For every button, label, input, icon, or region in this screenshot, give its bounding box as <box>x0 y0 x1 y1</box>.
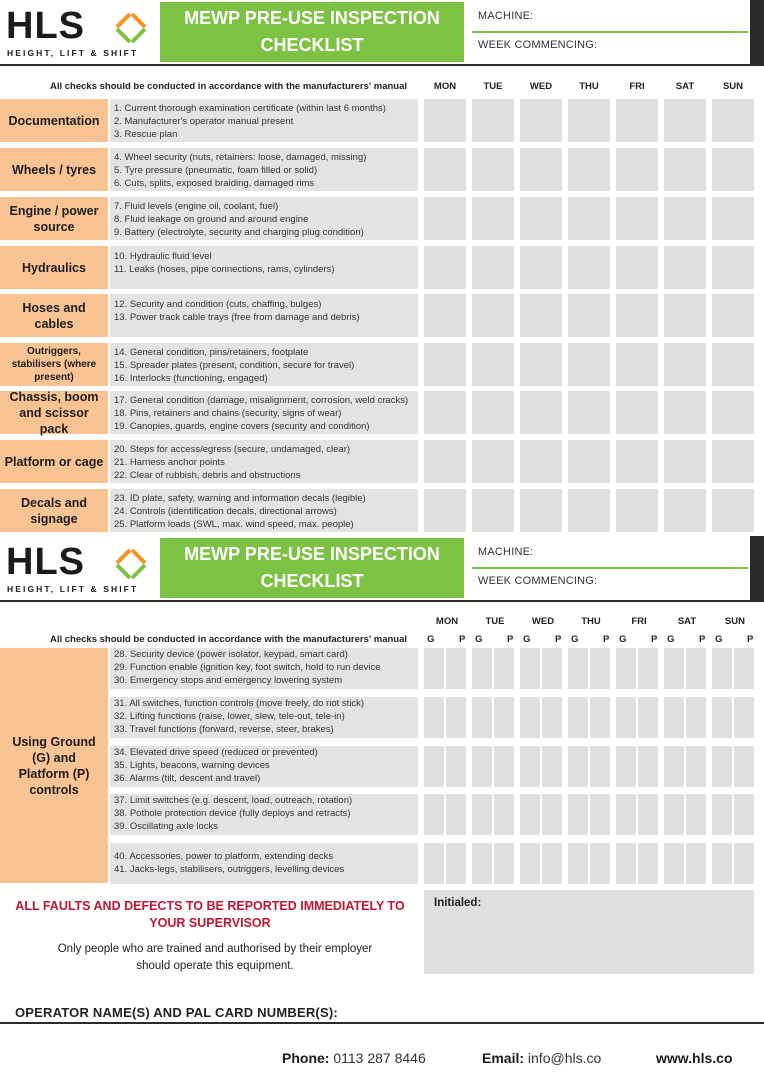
title-line-1: MEWP PRE-USE INSPECTION <box>184 8 440 28</box>
header-rule <box>0 600 764 602</box>
email-label: Email: <box>482 1050 525 1066</box>
check-box-wed-ground[interactable] <box>520 648 540 689</box>
check-items <box>110 843 418 884</box>
header-second <box>0 536 764 600</box>
check-box-sat-platform[interactable] <box>686 794 706 835</box>
warning-line-2: YOUR SUPERVISOR <box>149 916 271 930</box>
check-box-fri-platform[interactable] <box>638 746 658 787</box>
check-item: 38. Pothole protection device (fully deploys and retracts) <box>114 808 351 819</box>
check-items <box>110 148 418 191</box>
check-item: 16. Interlocks (functioning, engaged) <box>114 373 268 384</box>
day-header-mon: MON <box>435 616 459 627</box>
check-box-wed-ground[interactable] <box>520 843 540 884</box>
check-item: 41. Jacks-legs, stabilisers, outriggers, levelling devices <box>114 864 345 875</box>
checklist-title <box>160 538 464 598</box>
check-box-fri-ground[interactable] <box>616 697 636 738</box>
check-box-fri-platform[interactable] <box>638 648 658 689</box>
title-line-2: CHECKLIST <box>260 35 364 55</box>
check-box-sun[interactable] <box>712 246 754 289</box>
category-controls <box>0 648 108 883</box>
platform-label: P <box>603 634 610 645</box>
check-item: 35. Lights, beacons, warning devices <box>114 760 270 771</box>
check-box-sat-ground[interactable] <box>664 843 684 884</box>
check-box-sat-ground[interactable] <box>664 648 684 689</box>
check-item: 14. General condition, pins/retainers, footplate <box>114 347 309 358</box>
check-box-sat[interactable] <box>664 294 706 337</box>
logo-tagline: HEIGHT, LIFT & SHIFT <box>7 48 139 58</box>
check-item: 36. Alarms (tilt, descent and travel) <box>114 773 261 784</box>
check-box-thu[interactable] <box>568 197 610 240</box>
platform-label: P <box>507 634 514 645</box>
category-label: Using Ground (G) and Platform (P) controls <box>12 734 96 797</box>
check-box-sat-platform[interactable] <box>686 843 706 884</box>
day-header-tue: TUE <box>485 616 505 627</box>
machine-label[interactable]: MACHINE: <box>478 10 534 22</box>
check-box-mon[interactable] <box>424 246 466 289</box>
header-top <box>0 0 764 64</box>
category-label: Decals and signage <box>20 495 87 526</box>
check-item: 11. Leaks (hoses, pipe connections, rams, cylinders) <box>114 264 335 275</box>
check-box-fri[interactable] <box>616 440 658 483</box>
category-label: Documentation <box>8 113 100 128</box>
check-box-sat[interactable] <box>664 489 706 532</box>
category-label: Chassis, boom and scissor pack <box>9 389 99 436</box>
check-box-wed-ground[interactable] <box>520 746 540 787</box>
check-box-thu-platform[interactable] <box>590 648 610 689</box>
check-item: 18. Pins, retainers and chains (security, signs of wear) <box>114 408 342 419</box>
logo-tagline: HEIGHT, LIFT & SHIFT <box>7 584 139 594</box>
check-box-wed-platform[interactable] <box>542 843 562 884</box>
check-box-wed[interactable] <box>520 197 562 240</box>
logo-diamond-icon <box>114 10 150 46</box>
check-items <box>110 391 418 434</box>
check-box-tue-ground[interactable] <box>472 746 492 787</box>
check-item: 29. Function enable (ignition key, foot switch, hold to run device <box>114 662 381 673</box>
check-item: 24. Controls (identification decals, directional arrows) <box>114 506 337 517</box>
platform-label: P <box>747 634 754 645</box>
check-box-tue[interactable] <box>472 294 514 337</box>
check-box-wed-platform[interactable] <box>542 746 562 787</box>
check-box-wed-platform[interactable] <box>542 648 562 689</box>
check-box-thu[interactable] <box>568 440 610 483</box>
warning-line-1: ALL FAULTS AND DEFECTS TO BE REPORTED IMMEDIATELY TO <box>15 899 405 913</box>
check-box-thu[interactable] <box>568 99 610 142</box>
check-item: 15. Spreader plates (present, condition, secure for travel) <box>114 360 355 371</box>
check-box-sun[interactable] <box>712 148 754 191</box>
check-box-mon-ground[interactable] <box>424 746 444 787</box>
header-side-bar <box>750 536 764 600</box>
check-box-sat[interactable] <box>664 391 706 434</box>
check-box-fri[interactable] <box>616 489 658 532</box>
contact-email <box>482 1050 601 1066</box>
check-box-sun-platform[interactable] <box>734 794 754 835</box>
logo-text: HLS <box>6 541 85 583</box>
header-side-bar <box>750 0 764 64</box>
check-box-thu[interactable] <box>568 246 610 289</box>
check-box-mon-ground[interactable] <box>424 648 444 689</box>
check-item: 13. Power track cable trays (free from damage and debris) <box>114 312 360 323</box>
category-cell <box>0 148 108 191</box>
check-box-thu-platform[interactable] <box>590 794 610 835</box>
check-box-wed[interactable] <box>520 343 562 386</box>
day-header-wed: WED <box>531 616 555 627</box>
check-box-sun[interactable] <box>712 489 754 532</box>
check-item: 2. Manufacturer's operator manual present <box>114 116 294 127</box>
manual-note: All checks should be conducted in accordance with the manufacturers' manual <box>50 81 408 92</box>
check-box-sun-platform[interactable] <box>734 648 754 689</box>
contact-website <box>656 1050 733 1066</box>
check-box-tue[interactable] <box>472 391 514 434</box>
check-box-thu[interactable] <box>568 294 610 337</box>
check-box-fri[interactable] <box>616 246 658 289</box>
check-box-thu[interactable] <box>568 391 610 434</box>
check-box-fri-platform[interactable] <box>638 843 658 884</box>
check-box-sat[interactable] <box>664 440 706 483</box>
day-header-fri: FRI <box>629 81 645 92</box>
platform-label: P <box>651 634 658 645</box>
check-box-thu-ground[interactable] <box>568 648 588 689</box>
category-cell <box>0 391 108 434</box>
check-box-wed[interactable] <box>520 99 562 142</box>
check-box-thu[interactable] <box>568 343 610 386</box>
title-line-2: CHECKLIST <box>260 571 364 591</box>
ground-label: G <box>619 634 627 645</box>
check-item: 23. ID plate, safety, warning and information decals (legible) <box>114 493 366 504</box>
category-label: Hoses and cables <box>22 300 86 331</box>
category-cell <box>0 440 108 483</box>
ground-label: G <box>667 634 675 645</box>
check-box-wed-ground[interactable] <box>520 697 540 738</box>
check-item: 3. Rescue plan <box>114 129 178 140</box>
check-box-wed-platform[interactable] <box>542 697 562 738</box>
day-header-fri: FRI <box>631 616 647 627</box>
check-box-fri-platform[interactable] <box>638 697 658 738</box>
fault-warning <box>0 898 420 932</box>
check-box-sat[interactable] <box>664 148 706 191</box>
check-box-tue-ground[interactable] <box>472 843 492 884</box>
check-box-wed-ground[interactable] <box>520 794 540 835</box>
category-label: Engine / power source <box>9 203 99 234</box>
check-box-tue-platform[interactable] <box>494 794 514 835</box>
check-box-tue[interactable] <box>472 197 514 240</box>
check-box-sun[interactable] <box>712 391 754 434</box>
check-box-sat[interactable] <box>664 246 706 289</box>
week-commencing-label[interactable]: WEEK COMMENCING: <box>478 39 598 51</box>
check-box-tue[interactable] <box>472 440 514 483</box>
check-box-mon[interactable] <box>424 294 466 337</box>
ground-label: G <box>715 634 723 645</box>
notice-line-1: Only people who are trained and authorised by their employer <box>57 943 373 955</box>
check-box-fri[interactable] <box>616 294 658 337</box>
machine-info <box>472 0 752 64</box>
check-box-thu-platform[interactable] <box>590 746 610 787</box>
check-box-sun-ground[interactable] <box>712 794 732 835</box>
check-item: 5. Tyre pressure (pneumatic, foam filled or solid) <box>114 165 318 176</box>
category-cell <box>0 489 108 532</box>
check-item: 1. Current thorough examination certificate (within last 6 months) <box>114 103 386 114</box>
check-box-thu[interactable] <box>568 489 610 532</box>
meta-divider <box>472 31 748 33</box>
check-item: 40. Accessories, power to platform, extending decks <box>114 851 334 862</box>
check-items <box>110 343 418 386</box>
check-box-mon-ground[interactable] <box>424 843 444 884</box>
check-box-sun-platform[interactable] <box>734 746 754 787</box>
check-item: 30. Emergency stops and emergency lowering system <box>114 675 343 686</box>
check-item: 10. Hydraulic fluid level <box>114 251 212 262</box>
category-cell <box>0 197 108 240</box>
check-box-mon[interactable] <box>424 440 466 483</box>
check-box-fri[interactable] <box>616 391 658 434</box>
week-commencing-label[interactable]: WEEK COMMENCING: <box>478 575 598 587</box>
check-box-fri-ground[interactable] <box>616 843 636 884</box>
check-item: 28. Security device (power isolator, keypad, smart card) <box>114 649 348 660</box>
category-label: Wheels / tyres <box>11 162 97 177</box>
check-box-thu[interactable] <box>568 148 610 191</box>
check-item: 34. Elevated drive speed (reduced or prevented) <box>114 747 318 758</box>
check-box-thu-platform[interactable] <box>590 697 610 738</box>
ground-label: G <box>571 634 579 645</box>
check-items <box>110 294 418 337</box>
check-item: 4. Wheel security (nuts, retainers: loose, damaged, missing) <box>114 152 367 163</box>
check-items <box>110 99 418 142</box>
check-item: 32. Lifting functions (raise, lower, slew, tele-out, tele-in) <box>114 711 345 722</box>
check-items <box>110 794 418 835</box>
check-box-wed[interactable] <box>520 391 562 434</box>
check-box-tue-platform[interactable] <box>494 843 514 884</box>
platform-label: P <box>459 634 466 645</box>
check-box-tue[interactable] <box>472 489 514 532</box>
initialed-box[interactable] <box>424 890 754 974</box>
check-item: 7. Fluid levels (engine oil, coolant, fuel) <box>114 201 279 212</box>
header-rule <box>0 64 764 66</box>
category-label: Platform or cage <box>4 454 104 469</box>
check-box-mon[interactable] <box>424 343 466 386</box>
check-item: 8. Fluid leakage on ground and around engine <box>114 214 309 225</box>
hls-logo <box>6 542 156 594</box>
check-box-sun[interactable] <box>712 294 754 337</box>
check-box-mon-ground[interactable] <box>424 697 444 738</box>
check-items <box>110 746 418 787</box>
manual-note: All checks should be conducted in accordance with the manufacturers' manual <box>50 634 408 645</box>
check-box-mon-platform[interactable] <box>446 648 466 689</box>
logo-text: HLS <box>6 5 85 47</box>
check-item: 37. Limit switches (e.g. descent, load, outreach, rotation) <box>114 795 353 806</box>
check-box-sun-ground[interactable] <box>712 843 732 884</box>
initialed-label: Initialed: <box>434 897 482 909</box>
check-box-sat-platform[interactable] <box>686 697 706 738</box>
check-box-sat[interactable] <box>664 99 706 142</box>
check-items <box>110 197 418 240</box>
day-header-tue: TUE <box>483 81 503 92</box>
ground-label: G <box>523 634 531 645</box>
machine-label[interactable]: MACHINE: <box>478 546 534 558</box>
check-items <box>110 440 418 483</box>
email-address[interactable]: info@hls.co <box>527 1050 602 1066</box>
check-item: 12. Security and condition (cuts, chaffing, bulges) <box>114 299 322 310</box>
check-box-sun[interactable] <box>712 99 754 142</box>
category-cell <box>0 99 108 142</box>
phone-number[interactable]: 0113 287 8446 <box>333 1050 426 1066</box>
check-box-tue[interactable] <box>472 99 514 142</box>
day-header-sat: SAT <box>677 616 697 627</box>
check-box-tue[interactable] <box>472 343 514 386</box>
platform-label: P <box>555 634 562 645</box>
day-header-mon: MON <box>433 81 457 92</box>
check-item: 17. General condition (damage, misalignment, corrosion, weld cracks) <box>114 395 409 406</box>
check-box-sun[interactable] <box>712 197 754 240</box>
check-box-thu-ground[interactable] <box>568 746 588 787</box>
check-box-mon[interactable] <box>424 391 466 434</box>
check-box-mon-platform[interactable] <box>446 697 466 738</box>
notice-line-2: should operate this equipment. <box>136 960 294 972</box>
phone-label: Phone: <box>282 1050 330 1066</box>
check-box-sun[interactable] <box>712 343 754 386</box>
check-items <box>110 246 418 289</box>
check-box-sat-ground[interactable] <box>664 697 684 738</box>
check-box-sun[interactable] <box>712 440 754 483</box>
check-box-sun-platform[interactable] <box>734 697 754 738</box>
check-items <box>110 489 418 532</box>
check-box-mon-ground[interactable] <box>424 794 444 835</box>
check-box-tue[interactable] <box>472 246 514 289</box>
check-box-wed[interactable] <box>520 246 562 289</box>
checklist-title <box>160 2 464 62</box>
check-box-thu-ground[interactable] <box>568 697 588 738</box>
check-box-wed-platform[interactable] <box>542 794 562 835</box>
ground-label: G <box>475 634 483 645</box>
check-item: 25. Platform loads (SWL, max. wind speed, max. people) <box>114 519 354 530</box>
category-cell <box>0 294 108 337</box>
check-box-sat[interactable] <box>664 343 706 386</box>
check-box-mon[interactable] <box>424 489 466 532</box>
check-box-mon-platform[interactable] <box>446 843 466 884</box>
check-box-wed[interactable] <box>520 440 562 483</box>
operator-rule <box>0 1022 764 1024</box>
logo-diamond-icon <box>114 546 150 582</box>
check-item: 9. Battery (electrolyte, security and charging plug condition) <box>114 227 364 238</box>
check-item: 33. Travel functions (forward, reverse, steer, brakes) <box>114 724 334 735</box>
check-box-mon-platform[interactable] <box>446 746 466 787</box>
check-box-fri[interactable] <box>616 99 658 142</box>
check-box-fri[interactable] <box>616 197 658 240</box>
check-box-sat[interactable] <box>664 197 706 240</box>
check-box-thu-platform[interactable] <box>590 843 610 884</box>
check-box-sun-ground[interactable] <box>712 697 732 738</box>
day-header-sun: SUN <box>722 81 744 92</box>
machine-info <box>472 536 752 600</box>
check-box-thu-ground[interactable] <box>568 794 588 835</box>
check-box-wed[interactable] <box>520 148 562 191</box>
check-item: 31. All switches, function controls (move freely, do not stick) <box>114 698 365 709</box>
check-box-tue[interactable] <box>472 148 514 191</box>
check-box-thu-ground[interactable] <box>568 843 588 884</box>
check-box-mon-platform[interactable] <box>446 794 466 835</box>
contact-phone <box>282 1050 426 1066</box>
check-box-sat-platform[interactable] <box>686 746 706 787</box>
check-box-sun-platform[interactable] <box>734 843 754 884</box>
ground-label: G <box>427 634 435 645</box>
website-link[interactable]: www.hls.co <box>656 1050 733 1066</box>
check-box-sat-platform[interactable] <box>686 648 706 689</box>
check-box-sat-ground[interactable] <box>664 746 684 787</box>
day-header-thu: THU <box>579 81 599 92</box>
check-box-tue-ground[interactable] <box>472 794 492 835</box>
check-item: 20. Steps for access/egress (secure, undamaged, clear) <box>114 444 351 455</box>
check-items <box>110 697 418 738</box>
check-items <box>110 648 418 689</box>
day-header-thu: THU <box>581 616 601 627</box>
check-box-fri-ground[interactable] <box>616 746 636 787</box>
check-box-sun-ground[interactable] <box>712 746 732 787</box>
check-box-mon[interactable] <box>424 148 466 191</box>
check-box-tue-platform[interactable] <box>494 648 514 689</box>
authorised-notice <box>0 941 430 975</box>
day-header-wed: WED <box>529 81 553 92</box>
check-box-wed[interactable] <box>520 489 562 532</box>
check-box-sat-ground[interactable] <box>664 794 684 835</box>
category-label: Hydraulics <box>22 260 86 275</box>
category-label: Outriggers, stabilisers (where present) <box>11 346 97 383</box>
operator-label: OPERATOR NAME(S) AND PAL CARD NUMBER(S): <box>15 1005 338 1020</box>
check-box-fri-ground[interactable] <box>616 648 636 689</box>
check-box-fri-platform[interactable] <box>638 794 658 835</box>
check-box-fri[interactable] <box>616 148 658 191</box>
check-box-fri[interactable] <box>616 343 658 386</box>
check-box-tue-platform[interactable] <box>494 697 514 738</box>
check-box-mon[interactable] <box>424 99 466 142</box>
hls-logo <box>6 6 156 58</box>
category-cell <box>0 246 108 289</box>
check-box-wed[interactable] <box>520 294 562 337</box>
day-header-sun: SUN <box>724 616 746 627</box>
category-cell <box>0 343 108 386</box>
title-line-1: MEWP PRE-USE INSPECTION <box>184 544 440 564</box>
meta-divider <box>472 567 748 569</box>
check-item: 22. Clear of rubbish, debris and obstructions <box>114 470 301 481</box>
check-box-mon[interactable] <box>424 197 466 240</box>
check-item: 6. Cuts, splits, exposed braiding, damaged rims <box>114 178 315 189</box>
check-box-tue-ground[interactable] <box>472 697 492 738</box>
check-item: 21. Harness anchor points <box>114 457 225 468</box>
check-item: 19. Canopies, guards, engine covers (security and condition) <box>114 421 370 432</box>
check-box-tue-ground[interactable] <box>472 648 492 689</box>
day-header-sat: SAT <box>675 81 695 92</box>
check-item: 39. Oscillating axle locks <box>114 821 219 832</box>
check-box-tue-platform[interactable] <box>494 746 514 787</box>
check-box-sun-ground[interactable] <box>712 648 732 689</box>
check-box-fri-ground[interactable] <box>616 794 636 835</box>
platform-label: P <box>699 634 706 645</box>
